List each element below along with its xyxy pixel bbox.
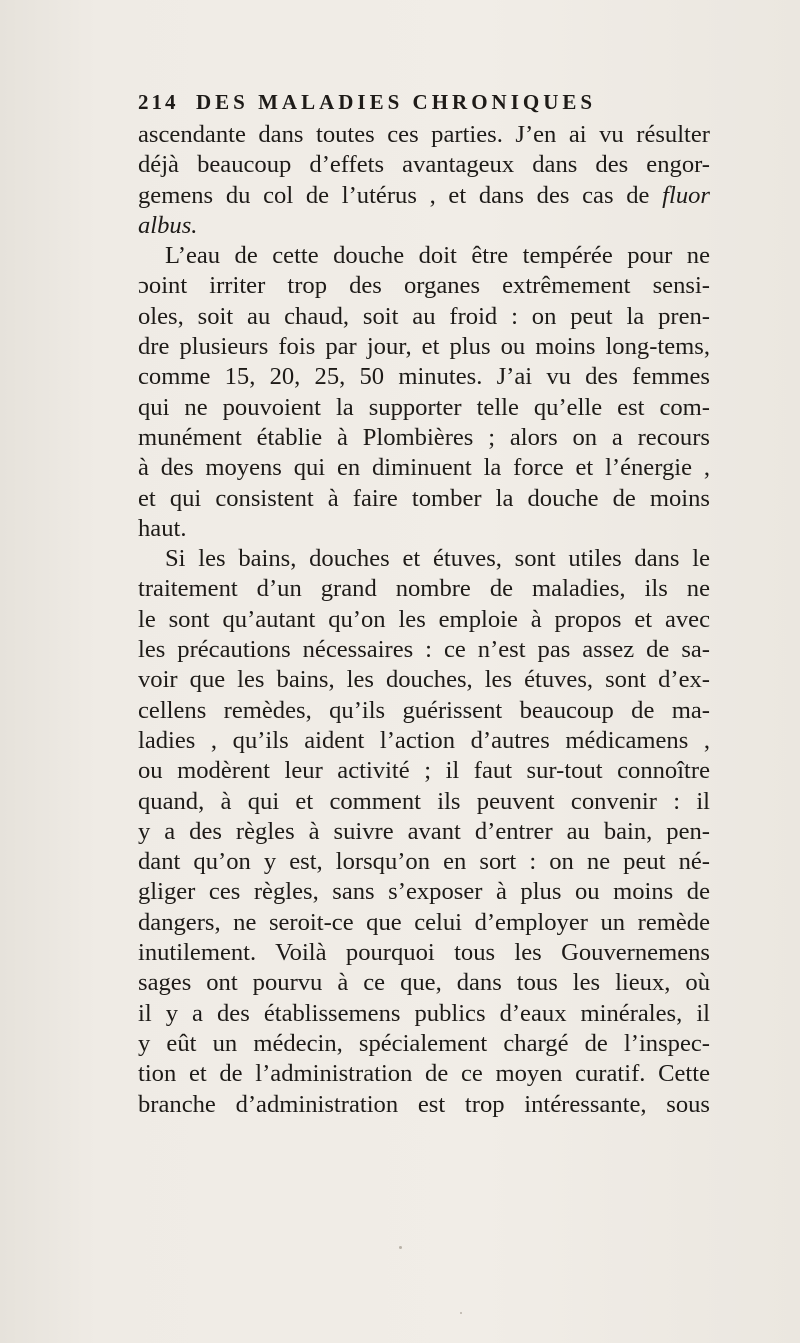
- text-line: [138, 968, 710, 998]
- text-line: [138, 787, 710, 817]
- text-line: [138, 605, 710, 635]
- text-line-content: à des moyens qui en diminuent la force et l’énergie ,: [138, 454, 710, 482]
- text-line: [138, 847, 710, 877]
- text-line-content: inutilement. Voilà pourquoi tous les Gouvernemens: [138, 939, 710, 967]
- text-line-content: sages ont pourvu à ce que, dans tous les lieux, où: [138, 969, 710, 997]
- text-line: [138, 665, 710, 695]
- text-line: [138, 362, 710, 392]
- italic-term: fluor: [662, 181, 710, 209]
- text-line-content: dant qu’on y est, lorsqu’on en sort : on ne peut né-: [138, 848, 710, 876]
- text-line-content: qui ne pouvoient la supporter telle qu’elle est com-: [138, 393, 710, 421]
- text-line-content: gemens du col de l’utérus , et dans des cas de: [138, 181, 663, 209]
- text-line-content: y eût un médecin, spécialement chargé de l’inspec-: [138, 1029, 710, 1057]
- text-line: [138, 271, 710, 301]
- text-line-content: et qui consistent à faire tomber la douche de moins: [138, 484, 710, 512]
- text-line: [138, 635, 710, 665]
- text-line-content: ascendante dans toutes ces parties. J’en ai vu résulter: [138, 121, 710, 148]
- text-line: [138, 211, 710, 241]
- text-line: [138, 181, 710, 211]
- body-text: [138, 120, 710, 1120]
- text-line: [138, 908, 710, 938]
- text-line-content: quand, à qui et comment ils peuvent convenir : il: [138, 787, 710, 815]
- text-line: [138, 938, 710, 968]
- text-line-content: ladies , qu’ils aident l’action d’autres médicamens ,: [138, 726, 710, 754]
- text-line-content: ɔoint irriter trop des organes extrêmement sensi-: [138, 272, 710, 300]
- text-line-content: dangers, ne seroit-ce que celui d’employer un remède: [138, 908, 710, 936]
- text-line-content: il y a des établissemens publics d’eaux minérales, il: [138, 999, 710, 1027]
- text-line-content: voir que les bains, les douches, les étuves, sont d’ex-: [138, 666, 710, 694]
- paper-speck: [460, 1312, 462, 1314]
- text-line-content: branche d’administration est trop intéressante, sous: [138, 1090, 710, 1118]
- text-line: [138, 120, 710, 150]
- text-line: [138, 544, 710, 574]
- text-line: [138, 877, 710, 907]
- text-line-content: cellens remèdes, qu’ils guérissent beaucoup de ma-: [138, 696, 710, 724]
- text-line-content: gliger ces règles, sans s’exposer à plus ou moins de: [138, 878, 710, 906]
- running-head: DES MALADIES CHRONIQUES: [196, 90, 597, 114]
- text-line-content: haut.: [138, 514, 187, 542]
- text-line: [138, 1059, 710, 1089]
- italic-term: albus.: [138, 211, 198, 239]
- text-line: [138, 696, 710, 726]
- text-line-content: y a des règles à suivre avant d’entrer au bain, pen-: [138, 817, 710, 845]
- text-line-content: le sont qu’autant qu’on les emploie à propos et avec: [138, 605, 710, 633]
- text-line-content: traitement d’un grand nombre de maladies, ils ne: [138, 575, 710, 603]
- text-line-content: comme 15, 20, 25, 50 minutes. J’ai vu des femmes: [138, 363, 710, 391]
- text-line: [138, 999, 710, 1029]
- text-line: [138, 423, 710, 453]
- text-line-content: oles, soit au chaud, soit au froid : on peut la pren-: [138, 302, 710, 330]
- text-line: [138, 726, 710, 756]
- text-line: [138, 241, 710, 271]
- text-line-content: déjà beaucoup d’effets avantageux dans des engor-: [138, 151, 710, 179]
- text-line: [138, 514, 710, 544]
- text-line-content: ou modèrent leur activité ; il faut sur-tout connoître: [138, 757, 710, 785]
- text-line: [138, 453, 710, 483]
- text-line: [138, 1029, 710, 1059]
- text-line: [138, 302, 710, 332]
- text-line: [138, 574, 710, 604]
- text-line: [138, 817, 710, 847]
- text-line-content: dre plusieurs fois par jour, et plus ou moins long-tems,: [138, 333, 710, 361]
- paper-speck: [399, 1246, 402, 1249]
- text-line: [138, 484, 710, 514]
- text-line: [138, 332, 710, 362]
- text-line-content: Si les bains, douches et étuves, sont utiles dans le: [165, 545, 710, 573]
- text-line: [138, 1090, 710, 1120]
- text-line: [138, 393, 710, 423]
- text-line-content: L’eau de cette douche doit être tempérée pour ne: [165, 242, 710, 270]
- text-line: [138, 756, 710, 786]
- text-line: [138, 150, 710, 180]
- page-header: [138, 90, 698, 122]
- page-number: 214: [138, 90, 179, 114]
- text-line-content: tion et de l’administration de ce moyen curatif. Cette: [138, 1060, 710, 1088]
- text-line-content: les précautions nécessaires : ce n’est pas assez de sa-: [138, 636, 710, 664]
- text-line-content: munément établie à Plombières ; alors on a recours: [138, 423, 710, 451]
